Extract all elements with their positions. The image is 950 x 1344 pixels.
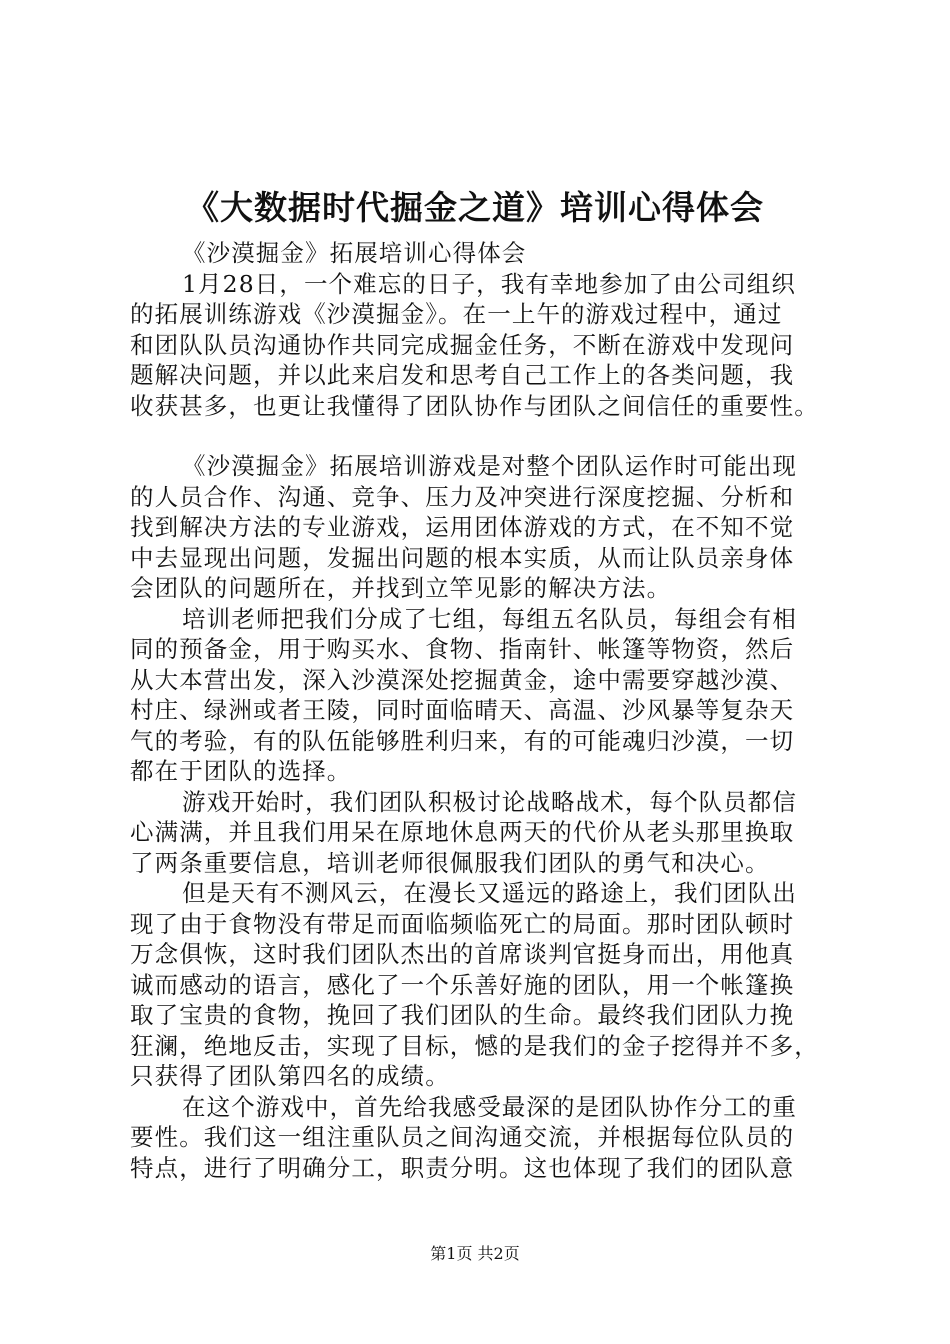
paragraph-line: 和团队队员沟通协作共同完成掘金任务，不断在游戏中发现问	[130, 330, 795, 359]
document-body	[130, 238, 850, 1183]
paragraph-line: 特点，进行了明确分工，职责分明。这也体现了我们的团队意	[130, 1153, 795, 1182]
paragraph-line: 在这个游戏中，首先给我感受最深的是团队协作分工的重	[182, 1092, 797, 1121]
paragraph-line: 现了由于食物没有带足而面临频临死亡的局面。那时团队顿时	[130, 909, 795, 938]
paragraph-line: 了两条重要信息，培训老师很佩服我们团队的勇气和决心。	[130, 848, 770, 877]
paragraph-line: 从大本营出发，深入沙漠深处挖掘黄金，途中需要穿越沙漠、	[130, 665, 795, 694]
paragraph-line: 《沙漠掘金》拓展培训游戏是对整个团队运作时可能出现	[182, 452, 797, 480]
paragraph-line: 的拓展训练游戏《沙漠掘金》。在一上午的游戏过程中，通过	[130, 300, 783, 328]
paragraph-line: 狂澜，绝地反击，实现了目标，憾的是我们的金子挖得并不多，	[130, 1031, 819, 1060]
paragraph-line: 中去显现出问题，发掘出问题的根本实质，从而让队员亲身体	[130, 543, 795, 572]
paragraph-line: 村庄、绿洲或者王陵，同时面临晴天、高温、沙风暴等复杂天	[130, 696, 795, 724]
paragraph-line: 培训老师把我们分成了七组，每组五名队员，每组会有相	[182, 604, 797, 633]
document-title: 《大数据时代掘金之道》培训心得体会	[186, 188, 764, 227]
paragraph-line: 气的考验，有的队伍能够胜利归来，有的可能魂归沙漠，一切	[130, 726, 795, 755]
paragraph-spacer	[130, 421, 850, 451]
paragraph-line: 但是天有不测风云，在漫长又遥远的路途上，我们团队出	[182, 879, 797, 907]
paragraph-line: 都在于团队的选择。	[130, 757, 352, 785]
paragraph-line: 心满满，并且我们用呆在原地休息两天的代价从老头那里换取	[130, 818, 795, 846]
paragraph-line: 收获甚多，也更让我懂得了团队协作与团队之间信任的重要性。	[130, 391, 819, 420]
paragraph-line: 要性。我们这一组注重队员之间沟通交流，并根据每位队员的	[130, 1123, 795, 1151]
paragraph-line: 只获得了团队第四名的成绩。	[130, 1062, 450, 1090]
paragraph-line: 万念俱恢，这时我们团队杰出的首席谈判官挺身而出，用他真	[130, 940, 795, 968]
paragraph-line: 题解决问题，并以此来启发和思考自己工作上的各类问题，我	[130, 361, 795, 389]
paragraph-line: 游戏开始时，我们团队积极讨论战略战术，每个队员都信	[182, 787, 797, 816]
paragraph-line: 取了宝贵的食物，挽回了我们团队的生命。最终我们团队力挽	[130, 1001, 795, 1029]
paragraph-line: 会团队的问题所在，并找到立竿见影的解决方法。	[130, 574, 672, 602]
paragraph-line: 1月28日，一个难忘的日子，我有幸地参加了由公司组织	[182, 269, 796, 298]
subtitle-line: 《沙漠掘金》拓展培训心得体会	[182, 239, 527, 267]
paragraph-line: 的人员合作、沟通、竞争、压力及冲突进行深度挖掘、分析和	[130, 482, 795, 511]
page-footer: 第1页 共2页	[430, 1244, 520, 1263]
paragraph-line: 诚而感动的语言，感化了一个乐善好施的团队，用一个帐篷换	[130, 970, 795, 999]
paragraph-line: 找到解决方法的专业游戏，运用团体游戏的方式，在不知不觉	[130, 513, 795, 541]
paragraph-line: 同的预备金，用于购买水、食物、指南针、帐篷等物资，然后	[130, 635, 795, 663]
